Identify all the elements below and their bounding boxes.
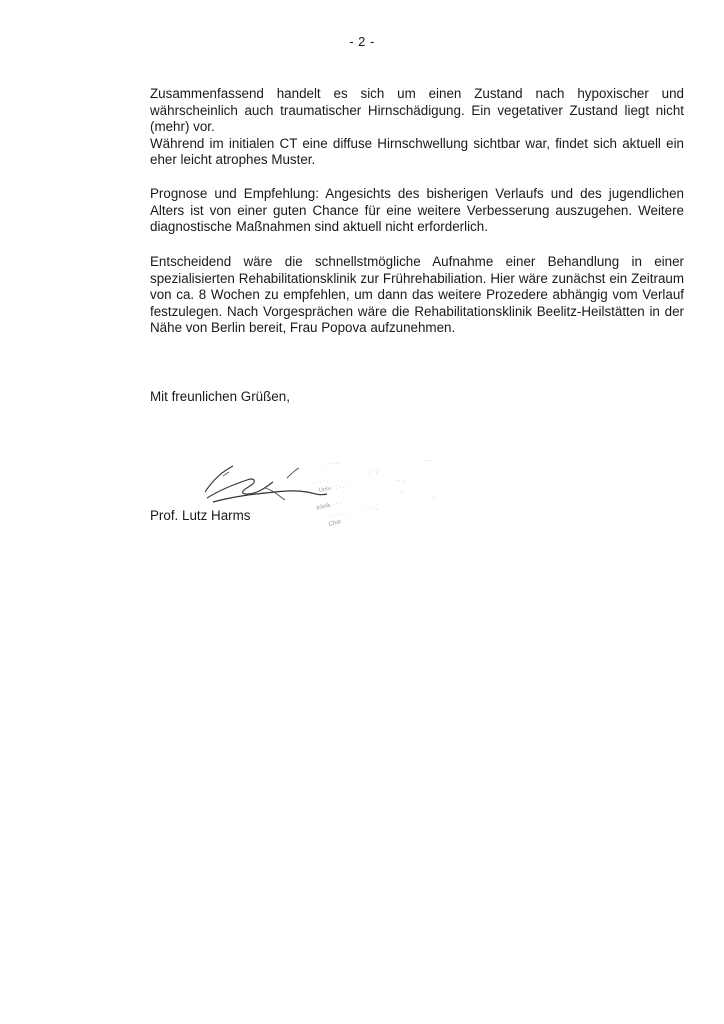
svg-text:Klinik · · ·: Klinik · · ·: [316, 499, 343, 512]
recommendation-paragraph: [150, 254, 684, 337]
ct-finding-text: Während im initialen CT eine diffuse Hirnschwellung sichtbar war, findet sich aktuell ein eher leicht atrophes Muster.: [150, 135, 684, 168]
prognosis-text: Prognose und Empfehlung: Angesichts des bisherigen Verlaufs und des jugendlichen Alters ist von einer guten Chance für eine weitere Verbesserung auszugehen. Weitere diagnostische Maßnahmen sind aktuell nicht erforderlich.: [150, 186, 684, 235]
page-number: - 2 -: [349, 34, 375, 49]
svg-text:.: .: [401, 488, 403, 494]
svg-text:Char .: Char .: [328, 518, 346, 528]
closing-greeting: Mit freunlichen Grüßen,: [150, 389, 290, 404]
signer-name: Prof. Lutz Harms: [150, 508, 251, 523]
svg-text:· · · · .: · · · · .: [330, 510, 348, 520]
svg-text:· · .: · · .: [395, 478, 404, 484]
faint-stamp-icon: [312, 458, 435, 528]
summary-text: Zusammenfassend handelt es sich um einen Zustand nach hypoxischer und währscheinlich auch traumatischer Hirnschädigung. Ein vegetativer Zustand liegt nicht (mehr) vor.: [150, 86, 684, 135]
svg-text:. . : · . ·: . . : · . ·: [312, 477, 333, 486]
svg-text:Univ.· : · . ·: Univ.· : · . ·: [318, 482, 349, 494]
svg-text:· · ·: · · ·: [423, 458, 433, 464]
svg-text:· . · : ·: · . · : ·: [364, 468, 382, 476]
recommendation-text: Entscheidend wäre die schnellstmögliche Aufnahme einer Behandlung in einer spezialisierten Rehabilitationsklinik zur Frührehabiliation. Hier wäre zunächst ein Zeitraum von ca. 8 Wochen zu empfehlen, um dann das weitere Prozedere abhängig vom Verlauf festzulegen. Nach Vorgesprächen wäre die Rehabilitationsklinik Beelitz-Heilstätten in der Nähe von Berlin bereit, Frau Popova aufzunehmen.: [150, 254, 684, 336]
svg-text:.: .: [433, 494, 435, 500]
summary-paragraph: [150, 86, 684, 169]
svg-text:. · · · ·: . · · · ·: [324, 460, 342, 468]
svg-text:· · · .: · · · .: [365, 506, 378, 512]
prognosis-paragraph: [150, 186, 684, 236]
